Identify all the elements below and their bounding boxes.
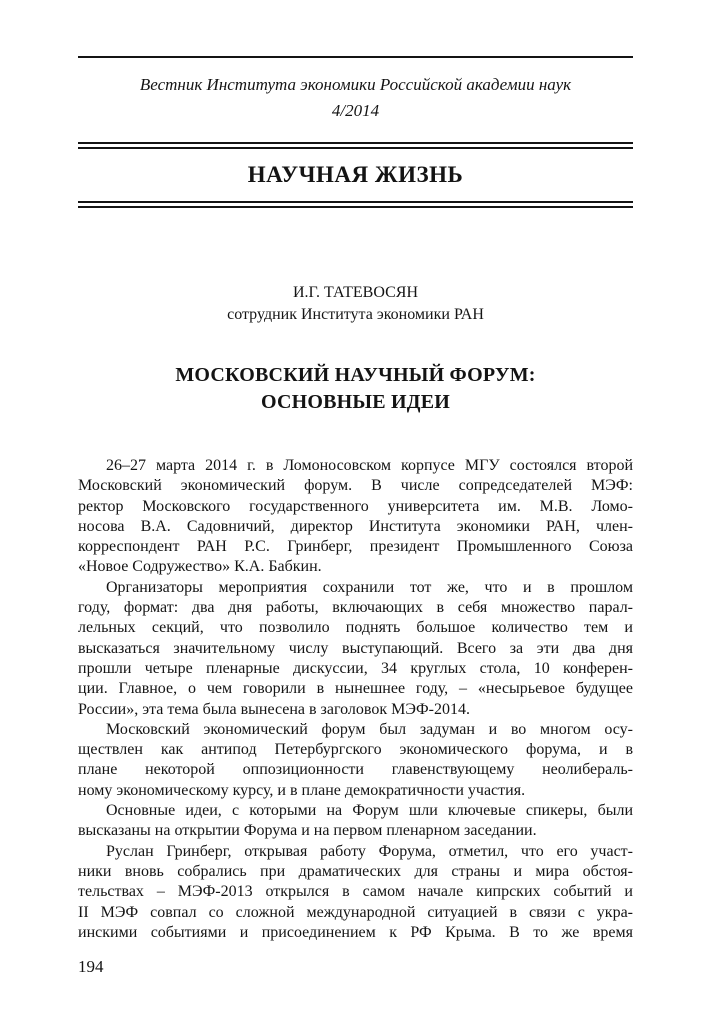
text-line: Организаторы мероприятия сохранили тот же, что и в прошлом — [106, 578, 633, 596]
article-title — [78, 362, 633, 416]
paragraph — [78, 801, 633, 842]
section-banner — [78, 142, 633, 208]
journal-header — [78, 72, 633, 124]
text-line: ники вновь собрались при драматических для страны и мира обстоя- — [78, 862, 633, 880]
text-line: году, формат: два дня работы, включающих в себя множество парал- — [78, 599, 633, 617]
paragraph — [78, 456, 633, 578]
text-line: высказаны на открытии Форума и на первом пленарном заседании. — [78, 822, 537, 840]
text-line: II МЭФ совпал со сложной международной ситуацией в связи с укра- — [78, 903, 633, 921]
author-affiliation: сотрудник Института экономики РАН — [227, 306, 484, 323]
text-line: Руслан Гринберг, открывая работу Форума, отметил, что его участ- — [106, 842, 633, 860]
text-line: ществлен как антипод Петербургского экономического форума, и в — [78, 741, 633, 759]
text-line: Основные идеи, с которыми на Форум шли ключевые спикеры, были — [106, 802, 633, 820]
article-body — [78, 456, 633, 943]
paragraph — [78, 578, 633, 720]
text-line: Московский экономический форум был задуман и во многом осу- — [106, 720, 633, 738]
text-line: тельствах – МЭФ-2013 открылся в самом начале кипрских событий и — [78, 883, 633, 901]
text-line: ректор Московского государственного университета им. М.В. Ломо- — [78, 497, 633, 515]
text-line: прошли четыре пленарные дискуссии, 34 круглых стола, 10 конферен- — [78, 659, 633, 677]
text-line: плане некоторой оппозиционности главенствующему неолибераль- — [78, 761, 633, 779]
page-number: 194 — [78, 957, 104, 976]
author-block — [78, 282, 633, 326]
text-line: 26–27 марта 2014 г. в Ломоносовском корпусе МГУ состоялся второй — [106, 457, 633, 474]
paragraph — [78, 842, 633, 943]
text-line: высказаться значительному числу выступающий. Всего за эти два дня — [78, 639, 633, 657]
text-line: России», эта тема была вынесена в заголовок МЭФ-2014. — [78, 700, 470, 718]
article-title-line: МОСКОВСКИЙ НАУЧНЫЙ ФОРУМ: — [175, 364, 536, 386]
journal-issue: 4/2014 — [331, 101, 380, 120]
banner-bottom-rule — [78, 201, 633, 208]
paragraph — [78, 720, 633, 801]
text-line: Московский экономический форум. В числе сопредседателей МЭФ: — [78, 477, 633, 495]
text-line: инскими событиями и присоединением к РФ Крыма. В то же время — [78, 923, 633, 941]
text-line: «Новое Содружество» К.А. Бабкин. — [78, 558, 322, 576]
author-name: И.Г. ТАТЕВОСЯН — [293, 284, 418, 301]
text-line: ному экономическому курсу, и в плане демократичности участия. — [78, 781, 526, 799]
banner-top-rule — [78, 142, 633, 149]
text-line: ции. Главное, о чем говорили в нынешнее году, – «несырьевое будущее — [78, 680, 633, 698]
text-line: лельных секций, что позволило поднять большое количество тем и — [78, 619, 633, 637]
header-top-rule — [78, 56, 633, 58]
article-title-line: ОСНОВНЫЕ ИДЕИ — [260, 391, 451, 413]
section-title: НАУЧНАЯ ЖИЗНЬ — [247, 162, 464, 187]
journal-title: Вестник Института экономики Российской академии наук — [139, 75, 572, 94]
text-line: корреспондент РАН Р.С. Гринберг, президент Промышленного Союза — [78, 538, 633, 556]
text-line: носова В.А. Садовничий, директор Института экономики РАН, член- — [78, 517, 633, 535]
